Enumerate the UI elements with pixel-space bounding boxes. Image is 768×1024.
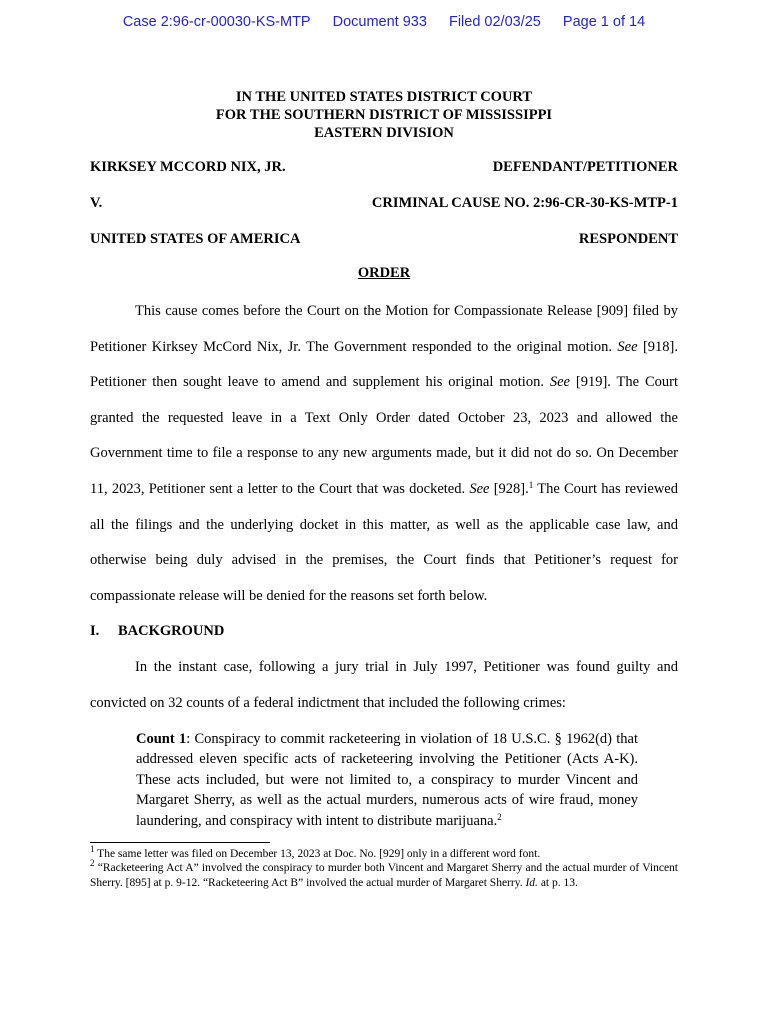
footnote-2-text-b: at p. 13.: [537, 876, 578, 889]
footnote-divider: [90, 842, 270, 843]
section-number: I.: [90, 623, 100, 640]
respondent-name: UNITED STATES OF AMERICA: [90, 231, 301, 247]
paragraph-intro-text-4: [928].: [489, 480, 529, 497]
footnote-2: [90, 858, 678, 890]
ecf-header: [0, 14, 768, 30]
paragraph-intro-text-5: The Court has reviewed all the filings and the underlying docket in this matter, as well as the applicable case law, and otherwise being duly advised in the premises, the Court finds that Petitioner’s request for compassionate release will be denied for the reasons set forth below.: [90, 480, 678, 604]
criminal-cause-number: CRIMINAL CAUSE NO. 2:96-CR-30-KS-MTP-1: [371, 195, 678, 211]
footnote-1: [90, 844, 678, 861]
see-signal: See: [549, 374, 570, 391]
footnote-2-number: 2: [90, 858, 95, 869]
id-signal: Id.: [525, 876, 538, 889]
count-label: Count 1: [136, 731, 187, 747]
count-text: : Conspiracy to commit racketeering in violation of 18 U.S.C. § 1962(d) that addressed eleven specific acts of racketeering involving the Petitioner (Acts A-K). These acts included, but were not limited to, a conspiracy to murder Vincent and Margaret Sherry, as well as the actual murders, numerous acts of wire fraud, money laundering, and conspiracy with intent to distribute marijuana.: [136, 731, 639, 829]
petitioner-name: KIRKSEY MCCORD NIX, JR.: [90, 159, 286, 175]
order-title: ORDER: [357, 265, 411, 281]
see-signal: See: [469, 480, 490, 497]
count-1-block: [136, 729, 638, 831]
order-body: [90, 294, 678, 721]
footnote-2-text-a: “Racketeering Act A” involved the conspiracy to murder both Vincent and Margaret Sherry and the actual murder of Vincent Sherry. [895] at p. 9-12. “Racketeering Act B” involved the actual murder of Margaret Sherry.: [90, 862, 678, 889]
footnote-1-text: The same letter was filed on December 13, 2023 at Doc. No. [929] only in a different word font.: [94, 848, 541, 860]
paragraph-intro-text-3: [919]. The Court granted the requested leave in a Text Only Order dated October 23, 2023 and allowed the Government time to file a response to any new arguments made, but it did not do so. On December 11, 2023, Petitioner sent a letter to the Court that was docketed.: [90, 374, 678, 497]
versus-label: V.: [90, 195, 103, 211]
header-document-number: Document 933: [332, 14, 427, 30]
court-title-line-1: IN THE UNITED STATES DISTRICT COURT: [235, 89, 533, 105]
footnote-ref-2[interactable]: 2: [497, 811, 502, 822]
paragraph-background: In the instant case, following a jury trial in July 1997, Petitioner was found guilty and convicted on 32 counts of a federal indictment that included the following crimes:: [90, 658, 678, 711]
section-heading-background: [90, 614, 678, 650]
footnotes: [90, 844, 678, 890]
court-title-line-2: FOR THE SOUTHERN DISTRICT OF MISSISSIPPI: [215, 107, 553, 123]
header-page-number: Page 1 of 14: [562, 14, 646, 30]
court-title: [0, 88, 768, 142]
paragraph-intro-text-2: [918]. Petitioner then sought leave to amend and supplement his original motion.: [90, 338, 678, 391]
header-case-number: Case 2:96-cr-00030-KS-MTP: [122, 14, 311, 30]
court-title-line-3: EASTERN DIVISION: [314, 125, 454, 141]
see-signal: See: [617, 338, 638, 355]
petitioner-role: DEFENDANT/PETITIONER: [492, 159, 678, 175]
paragraph-intro: [90, 294, 678, 614]
section-title: BACKGROUND: [118, 623, 225, 640]
footnote-1-number: 1: [90, 844, 95, 854]
footnote-ref-1[interactable]: 1: [528, 479, 534, 490]
header-filed-date: Filed 02/03/25: [448, 14, 541, 30]
paragraph-intro-text-1: This cause comes before the Court on the Motion for Compassionate Release [909] filed by Petitioner Kirksey McCord Nix, Jr. The Government responded to the original motion.: [90, 303, 678, 355]
respondent-role: RESPONDENT: [578, 231, 678, 247]
